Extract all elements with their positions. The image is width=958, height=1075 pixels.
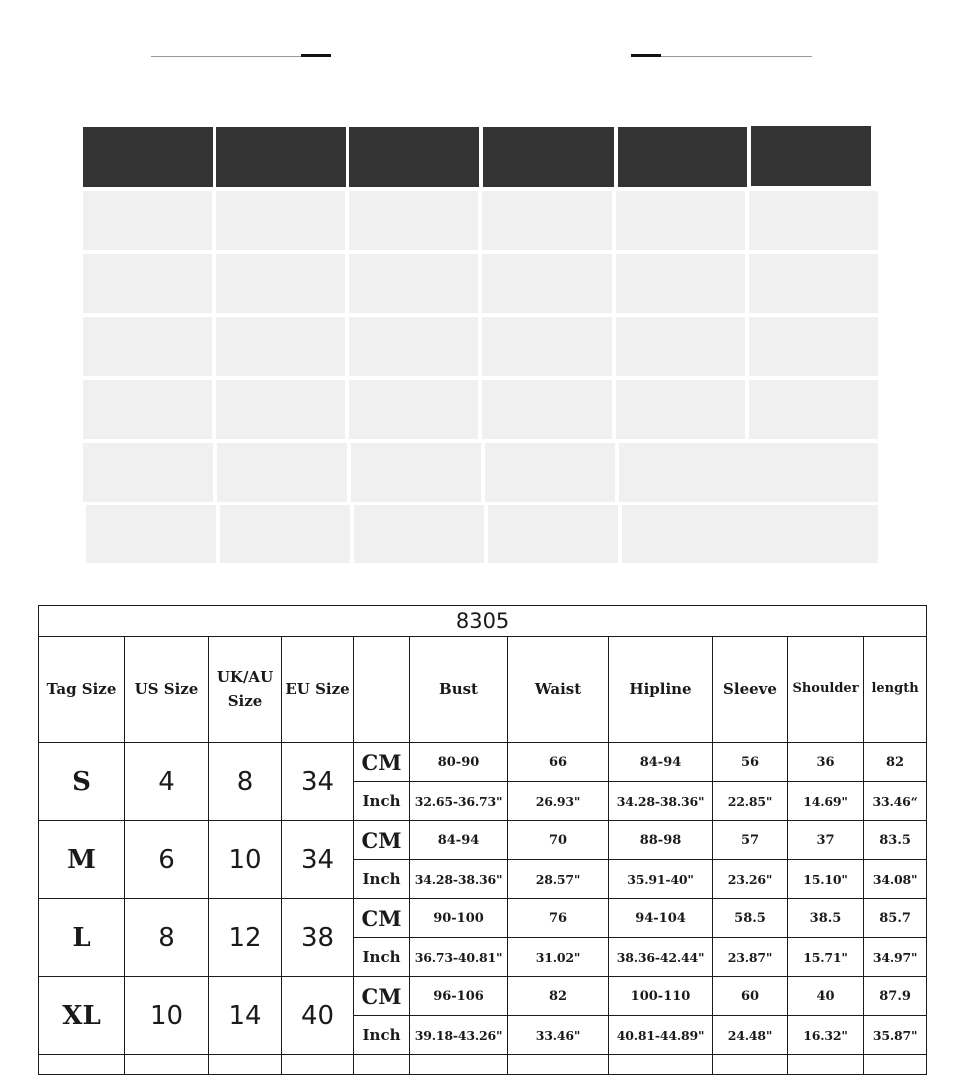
placeholder-cell	[86, 505, 216, 563]
length-cell: 35.87"	[864, 1016, 927, 1055]
header-unit	[354, 637, 410, 743]
shoulder-cell: 38.5	[788, 899, 864, 938]
waist-cell: 28.57"	[508, 860, 609, 899]
shoulder-cell: 37	[788, 821, 864, 860]
empty-cell	[125, 1055, 209, 1075]
placeholder-cell	[482, 317, 612, 376]
shoulder-cell: 15.10"	[788, 860, 864, 899]
waist-cell: 66	[508, 743, 609, 782]
tag-size-cell: S	[39, 743, 125, 821]
placeholder-header-cell	[349, 127, 479, 187]
uk-size-cell: 12	[209, 899, 282, 977]
bust-cell: 34.28-38.36"	[410, 860, 508, 899]
placeholder-cell	[616, 317, 745, 376]
placeholder-cell	[749, 380, 878, 439]
placeholder-cell	[616, 254, 745, 313]
size-chart-table	[38, 605, 927, 1075]
shoulder-cell: 15.71"	[788, 938, 864, 977]
size-row-cm	[39, 821, 927, 860]
placeholder-cell	[83, 317, 212, 376]
size-row-cm	[39, 1055, 927, 1075]
placeholder-cell	[83, 254, 212, 313]
placeholder-header-cell	[483, 127, 614, 187]
uk-size-cell: 8	[209, 743, 282, 821]
placeholder-cell	[749, 254, 878, 313]
placeholder-cell	[749, 191, 878, 250]
placeholder-cell	[619, 443, 878, 502]
length-cell: 87.9	[864, 977, 927, 1016]
unit-cm-cell: CM	[354, 743, 410, 782]
us-size-cell: 8	[125, 899, 209, 977]
placeholder-cell	[83, 191, 212, 250]
placeholder-header-cell	[618, 127, 747, 187]
us-size-cell: 4	[125, 743, 209, 821]
placeholder-cell	[216, 317, 345, 376]
waist-cell: 26.93"	[508, 782, 609, 821]
placeholder-cell	[482, 380, 612, 439]
unit-cm-cell: CM	[354, 977, 410, 1016]
empty-cell	[209, 1055, 282, 1075]
size-row-cm	[39, 977, 927, 1016]
placeholder-cell	[83, 443, 213, 502]
empty-cell	[864, 1055, 927, 1075]
length-cell: 33.46“	[864, 782, 927, 821]
header-bust: Bust	[410, 637, 508, 743]
placeholder-cell	[482, 191, 612, 250]
placeholder-cell	[216, 254, 345, 313]
header-tag-size: Tag Size	[39, 637, 125, 743]
header-shoulder: Shoulder	[788, 637, 864, 743]
waist-cell: 82	[508, 977, 609, 1016]
sleeve-cell: 58.5	[713, 899, 788, 938]
header-length: length	[864, 637, 927, 743]
chart-title: 8305	[39, 606, 927, 637]
empty-cell	[354, 1055, 410, 1075]
bust-cell: 80-90	[410, 743, 508, 782]
empty-cell	[282, 1055, 354, 1075]
placeholder-header-cell	[216, 127, 346, 187]
eu-size-cell: 34	[282, 743, 354, 821]
unit-cm-cell: CM	[354, 821, 410, 860]
waist-cell: 76	[508, 899, 609, 938]
bust-cell: 39.18-43.26"	[410, 1016, 508, 1055]
sleeve-cell: 56	[713, 743, 788, 782]
hipline-cell: 88-98	[609, 821, 713, 860]
placeholder-cell	[622, 505, 878, 563]
placeholder-cell	[83, 380, 212, 439]
placeholder-cell	[349, 254, 478, 313]
empty-cell	[713, 1055, 788, 1075]
hipline-cell: 38.36-42.44"	[609, 938, 713, 977]
shoulder-cell: 40	[788, 977, 864, 1016]
placeholder-header-cell	[83, 127, 213, 187]
eu-size-cell: 34	[282, 821, 354, 899]
shoulder-cell: 36	[788, 743, 864, 782]
placeholder-cell	[616, 191, 745, 250]
header-hipline: Hipline	[609, 637, 713, 743]
waist-cell: 31.02"	[508, 938, 609, 977]
placeholder-cell	[216, 380, 345, 439]
header-sleeve: Sleeve	[713, 637, 788, 743]
header-us-size: US Size	[125, 637, 209, 743]
placeholder-cell	[349, 317, 478, 376]
unit-inch-cell: Inch	[354, 1016, 410, 1055]
sleeve-cell: 23.26"	[713, 860, 788, 899]
length-cell: 34.08"	[864, 860, 927, 899]
placeholder-cell	[354, 505, 484, 563]
sleeve-cell: 22.85"	[713, 782, 788, 821]
uk-size-cell: 14	[209, 977, 282, 1055]
shoulder-cell: 14.69"	[788, 782, 864, 821]
eu-size-cell: 38	[282, 899, 354, 977]
hipline-cell: 34.28-38.36"	[609, 782, 713, 821]
us-size-cell: 6	[125, 821, 209, 899]
placeholder-cell	[616, 380, 745, 439]
empty-cell	[508, 1055, 609, 1075]
placeholder-cell	[217, 443, 347, 502]
empty-cell	[609, 1055, 713, 1075]
hipline-cell: 40.81-44.89"	[609, 1016, 713, 1055]
placeholder-header-cell	[751, 126, 871, 186]
bust-cell: 90-100	[410, 899, 508, 938]
placeholder-cell	[488, 505, 618, 563]
size-row-cm	[39, 899, 927, 938]
title-rule-left	[151, 56, 303, 57]
empty-cell	[39, 1055, 125, 1075]
header-eu-size: EU Size	[282, 637, 354, 743]
placeholder-cell	[220, 505, 350, 563]
placeholder-cell	[485, 443, 615, 502]
tag-size-cell: M	[39, 821, 125, 899]
unit-inch-cell: Inch	[354, 938, 410, 977]
placeholder-cell	[749, 317, 878, 376]
placeholder-cell	[351, 443, 481, 502]
title-rule-right-accent	[631, 54, 661, 57]
header-waist: Waist	[508, 637, 609, 743]
size-row-cm	[39, 743, 927, 782]
hipline-cell: 100-110	[609, 977, 713, 1016]
waist-cell: 33.46"	[508, 1016, 609, 1055]
hipline-cell: 84-94	[609, 743, 713, 782]
title-rule-right	[661, 56, 812, 57]
length-cell: 82	[864, 743, 927, 782]
bust-cell: 84-94	[410, 821, 508, 860]
bust-cell: 32.65-36.73"	[410, 782, 508, 821]
unit-cm-cell: CM	[354, 899, 410, 938]
eu-size-cell: 40	[282, 977, 354, 1055]
tag-size-cell: XL	[39, 977, 125, 1055]
shoulder-cell: 16.32"	[788, 1016, 864, 1055]
unit-inch-cell: Inch	[354, 782, 410, 821]
sleeve-cell: 57	[713, 821, 788, 860]
waist-cell: 70	[508, 821, 609, 860]
sleeve-cell: 60	[713, 977, 788, 1016]
title-rule-left-accent	[301, 54, 331, 57]
hipline-cell: 35.91-40"	[609, 860, 713, 899]
empty-cell	[788, 1055, 864, 1075]
tag-size-cell: L	[39, 899, 125, 977]
unit-inch-cell: Inch	[354, 860, 410, 899]
us-size-cell: 10	[125, 977, 209, 1055]
length-cell: 83.5	[864, 821, 927, 860]
bust-cell: 96-106	[410, 977, 508, 1016]
empty-cell	[410, 1055, 508, 1075]
sleeve-cell: 24.48"	[713, 1016, 788, 1055]
bust-cell: 36.73-40.81"	[410, 938, 508, 977]
hipline-cell: 94-104	[609, 899, 713, 938]
length-cell: 85.7	[864, 899, 927, 938]
sleeve-cell: 23.87"	[713, 938, 788, 977]
placeholder-cell	[482, 254, 612, 313]
length-cell: 34.97"	[864, 938, 927, 977]
placeholder-cell	[349, 380, 478, 439]
placeholder-cell	[216, 191, 345, 250]
placeholder-cell	[349, 191, 478, 250]
uk-size-cell: 10	[209, 821, 282, 899]
header-uk-au-size: UK/AU Size	[209, 637, 282, 743]
